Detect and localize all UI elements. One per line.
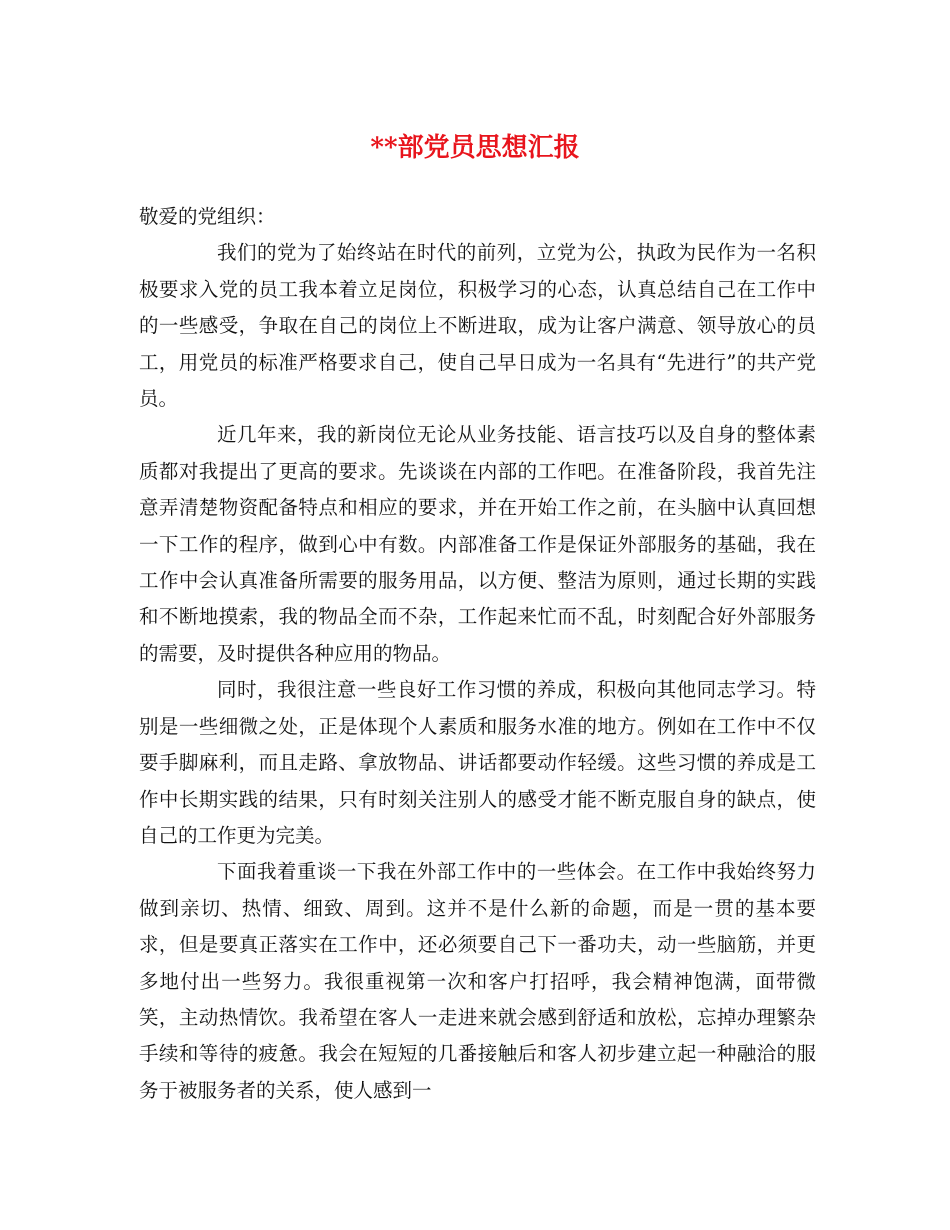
- salutation: 敬爱的党组织：: [139, 205, 276, 228]
- document-title: **部党员思想汇报: [370, 133, 580, 163]
- paragraph-2: 近几年来，我的新岗位无论从业务技能、语言技巧以及自身的整体素质都对我提出了更高的要求。先谈谈在内部的工作吧。在准备阶段，我首先注意弄清楚物资配备特点和相应的要求，并在开始工作之前，在头脑中认真回想一下工作的程序，做到心中有数。内部准备工作是保证外部服务的基础，我在工作中会认真准备所需要的服务用品，以方便、整洁为原则，通过长期的实践和不断地摸索，我的物品全而不杂，工作起来忙而不乱，时刻配合好外部服务的需要，及时提供各种应用的物品。: [139, 423, 816, 665]
- paragraph-3: 同时，我很注意一些良好工作习惯的养成，积极向其他同志学习。特别是一些细微之处，正是体现个人素质和服务水准的地方。例如在工作中不仅要手脚麻利，而且走路、拿放物品、讲话都要动作轻缓。这些习惯的养成是工作中长期实践的结果，只有时刻关注别人的感受才能不断克服自身的缺点，使自己的工作更为完美。: [139, 678, 816, 847]
- paragraph-1: 我们的党为了始终站在时代的前列，立党为公，执政为民作为一名积极要求入党的员工我本着立足岗位，积极学习的心态，认真总结自己在工作中的一些感受，争取在自己的岗位上不断进取，成为让客户满意、领导放心的员工，用党员的标准严格要求自己，使自己早日成为一名具有“先进行”的共产党员。: [139, 241, 816, 411]
- document-body: [139, 199, 816, 1109]
- paragraph-4: 下面我着重谈一下我在外部工作中的一些体会。在工作中我始终努力做到亲切、热情、细致、周到。这并不是什么新的命题，而是一贯的基本要求，但是要真正落实在工作中，还必须要自己下一番功夫，动一些脑筋，并更多地付出一些努力。我很重视第一次和客户打招呼，我会精神饱满，面带微笑，主动热情饮。我希望在客人一走进来就会感到舒适和放松，忘掉办理繁杂手续和等待的疲惫。我会在短短的几番接触后和客人初步建立起一种融洽的服务于被服务者的关系，使人感到一: [139, 860, 816, 1102]
